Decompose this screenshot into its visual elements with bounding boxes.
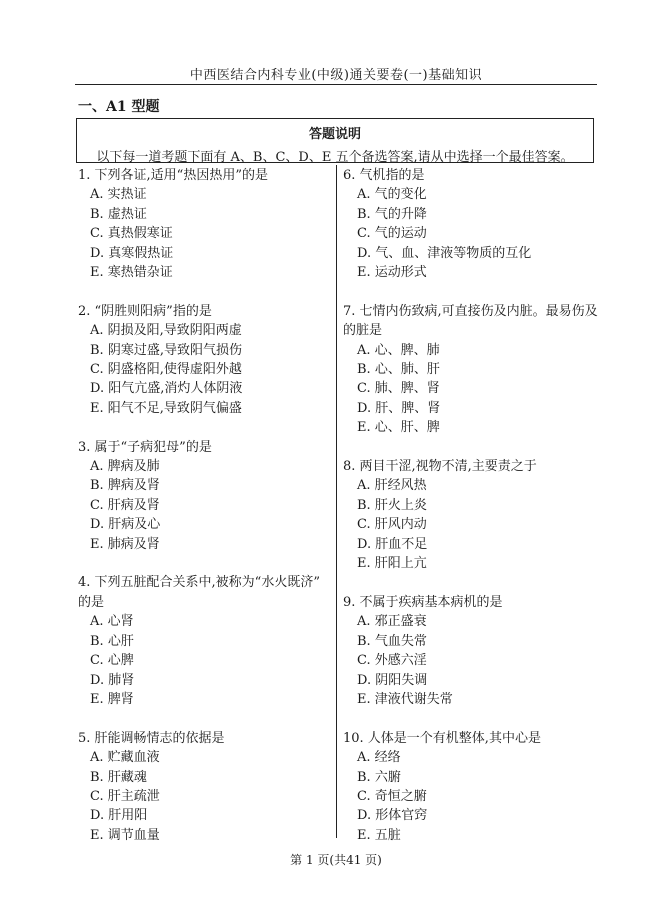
question <box>78 729 330 845</box>
question <box>78 438 330 554</box>
question-stem: 7. 七情内伤致病,可直接伤及内脏。最易伤及 <box>343 303 598 319</box>
answer-option: E. 津液代谢失常 <box>357 691 453 707</box>
answer-option: C. 肝主疏泄 <box>90 788 160 804</box>
question-stem: 3. 属于“子病犯母”的是 <box>78 439 212 455</box>
instructions-title: 答题说明 <box>308 127 361 142</box>
answer-option: E. 五脏 <box>357 827 401 843</box>
answer-option: A. 经络 <box>357 750 401 766</box>
answer-option: C. 心脾 <box>90 653 134 669</box>
page-header-title: 中西医结合内科专业(中级)通关要卷(一)基础知识 <box>189 68 483 83</box>
answer-option: D. 阳气亢盛,消灼人体阴液 <box>90 381 243 397</box>
answer-option: E. 运动形式 <box>357 265 427 281</box>
instructions-text: 以下每一道考题下面有 A、B、C、D、E 五个备选答案,请从中选择一个最佳答案。 <box>96 150 574 165</box>
answer-option: E. 肝阳上亢 <box>357 556 427 572</box>
answer-option: E. 心、肝、脾 <box>357 420 440 436</box>
answer-option: A. 实热证 <box>90 187 147 203</box>
answer-option: B. 心肝 <box>90 633 134 649</box>
answer-option: C. 奇恒之腑 <box>357 788 427 804</box>
answer-option: C. 肝病及肾 <box>90 497 160 513</box>
question-column-left <box>78 166 330 865</box>
question-stem: 1. 下列各证,适用“热因热用”的是 <box>78 168 268 183</box>
answer-option: D. 肝用阳 <box>90 808 148 824</box>
question <box>343 593 598 709</box>
question-stem: 5. 肝能调畅情志的依据是 <box>78 730 225 746</box>
page-footer: 第 1 页(共41 页) <box>290 853 382 867</box>
answer-option: B. 脾病及肾 <box>90 478 160 494</box>
answer-option: C. 阴盛格阳,使得虚阳外越 <box>90 362 242 378</box>
answer-option: B. 心、肺、肝 <box>357 362 440 378</box>
answer-option: E. 肺病及肾 <box>90 536 160 552</box>
question <box>78 166 330 282</box>
question-stem: 10. 人体是一个有机整体,其中心是 <box>343 730 541 746</box>
section-title: 一、A1 型题 <box>78 99 160 115</box>
question-stem: 4. 下列五脏配合关系中,被称为“水火既济” <box>78 575 320 591</box>
answer-option: A. 脾病及肺 <box>90 459 160 475</box>
answer-option: C. 外感六淫 <box>357 653 427 669</box>
question-column-right <box>343 166 598 865</box>
question <box>78 302 330 418</box>
question <box>343 457 598 573</box>
answer-option: B. 肝藏魂 <box>90 769 147 785</box>
answer-option: C. 气的运动 <box>357 226 427 242</box>
question-stem: 的是 <box>78 594 105 610</box>
header-rule <box>75 84 597 85</box>
answer-option: D. 气、血、津液等物质的互化 <box>357 245 532 261</box>
answer-option: B. 六腑 <box>357 769 401 785</box>
question <box>343 166 598 282</box>
answer-option: A. 肝经风热 <box>357 478 427 494</box>
answer-option: B. 肝火上炎 <box>357 497 427 513</box>
answer-option: D. 肝病及心 <box>90 517 161 533</box>
question-stem: 8. 两目干涩,视物不清,主要责之于 <box>343 459 537 475</box>
answer-option: E. 脾肾 <box>90 691 134 707</box>
answer-option: E. 阳气不足,导致阴气偏盛 <box>90 400 242 416</box>
question-stem: 的脏是 <box>343 323 383 339</box>
question <box>343 729 598 845</box>
question <box>78 573 330 709</box>
question <box>343 302 598 438</box>
instructions-box <box>76 118 594 163</box>
answer-option: B. 阴寒过盛,导致阳气损伤 <box>90 342 242 358</box>
answer-option: A. 邪正盛衰 <box>357 614 427 630</box>
answer-option: A. 阴损及阳,导致阴阳两虚 <box>90 323 242 339</box>
column-divider <box>336 165 337 838</box>
answer-option: E. 寒热错杂证 <box>90 265 173 281</box>
question-stem: 2. “阴胜则阳病”指的是 <box>78 303 212 319</box>
answer-option: B. 气血失常 <box>357 633 427 649</box>
answer-option: E. 调节血量 <box>90 827 160 843</box>
answer-option: A. 气的变化 <box>357 187 427 203</box>
answer-option: D. 阴阳失调 <box>357 672 428 688</box>
answer-option: B. 虚热证 <box>90 206 147 222</box>
answer-option: A. 贮藏血液 <box>90 750 160 766</box>
answer-option: D. 肺肾 <box>90 672 135 688</box>
answer-option: C. 肝风内动 <box>357 517 427 533</box>
question-stem: 9. 不属于疾病基本病机的是 <box>343 594 503 610</box>
answer-option: D. 肝血不足 <box>357 536 428 552</box>
question-stem: 6. 气机指的是 <box>343 168 425 183</box>
answer-option: A. 心肾 <box>90 614 134 630</box>
answer-option: D. 肝、脾、肾 <box>357 400 441 416</box>
answer-option: A. 心、脾、肺 <box>357 342 440 358</box>
answer-option: D. 形体官窍 <box>357 808 428 824</box>
answer-option: B. 气的升降 <box>357 206 427 222</box>
answer-option: C. 真热假寒证 <box>90 226 173 242</box>
answer-option: D. 真寒假热证 <box>90 245 174 261</box>
answer-option: C. 肺、脾、肾 <box>357 381 440 397</box>
